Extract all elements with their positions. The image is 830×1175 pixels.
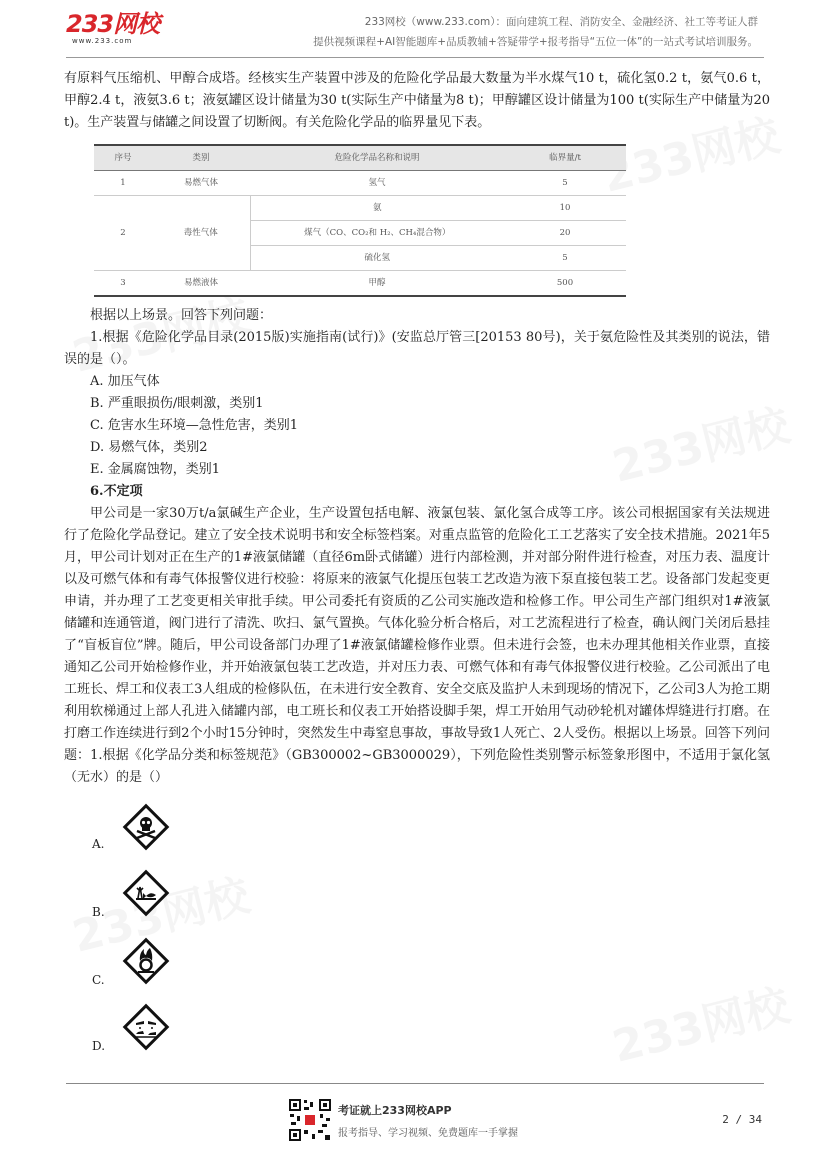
column-header: 临界量/t <box>504 145 626 171</box>
column-header: 危险化学品名称和说明 <box>250 145 504 171</box>
header-divider <box>66 57 764 58</box>
table-cell: 10 <box>504 196 626 221</box>
table-cell: 20 <box>504 221 626 246</box>
option-b: B. 严重眼损伤/眼刺激，类别1 <box>90 396 264 411</box>
table-cell: 500 <box>504 271 626 297</box>
page-number: 2 / 34 <box>722 1113 762 1126</box>
page-header <box>0 0 830 60</box>
critical-quantity-table <box>94 144 626 297</box>
footer-subtitle: 报考指导、学习视频、免费题库一手掌握 <box>338 1128 518 1139</box>
document-body <box>64 68 770 1063</box>
header-slogan <box>313 12 758 52</box>
qr-code-icon <box>288 1098 332 1142</box>
option-c: C. 危害水生环境—急性危害，类别1 <box>90 418 299 433</box>
corrosion-icon <box>122 1003 170 1051</box>
section-heading: 6.不定项 <box>90 484 143 499</box>
table-cell: 易燃气体 <box>152 171 250 196</box>
table-row <box>94 171 626 196</box>
table-row <box>94 271 626 297</box>
footer-divider <box>66 1083 764 1084</box>
table-cell: 1 <box>94 171 152 196</box>
column-header: 类别 <box>152 145 250 171</box>
table-cell: 2 <box>94 196 152 271</box>
table-header-row <box>94 145 626 171</box>
table-cell: 煤气（CO、CO₂和 H₂、CH₄混合物） <box>250 221 504 246</box>
table-cell: 3 <box>94 271 152 297</box>
column-header: 序号 <box>94 145 152 171</box>
table-cell: 氨 <box>250 196 504 221</box>
table-cell: 甲醇 <box>250 271 504 297</box>
table-cell: 氢气 <box>250 171 504 196</box>
table-cell: 5 <box>504 171 626 196</box>
pictogram-options <box>64 803 770 1063</box>
table-cell: 毒性气体 <box>152 196 250 271</box>
logo <box>66 12 159 45</box>
question-intro: 根据以上场景。回答下列问题： <box>90 308 273 323</box>
environment-hazard-icon <box>122 869 170 917</box>
option-d: D. 易燃气体，类别2 <box>90 440 208 455</box>
skull-crossbones-icon <box>122 803 170 851</box>
oxidizer-flame-icon <box>122 937 170 985</box>
intro-paragraph: 有原料气压缩机、甲醇合成塔。经核实生产装置中涉及的危险化学品最大数量为半水煤气10 t，硫化氢0.2 t，氨气0.6 t，甲醇2.4 t，液氨3.6 t；液氨罐区设计储量为30 t(实际生产中储量为8 t)；甲醇罐区设计储量为100 t(实际生产中储量为20 t)。生产装置与储罐之间设置了切断阀。有关危险化学品的临界量见下表。 <box>64 71 770 130</box>
logo-sub: www.233.com <box>72 37 133 45</box>
image-option-label: B. <box>92 905 105 919</box>
table-row <box>94 196 626 221</box>
image-option-label: A. <box>92 837 105 851</box>
header-line-1: 233网校（www.233.com）：面向建筑工程、消防安全、金融经济、社工等考证人群 <box>364 16 758 28</box>
option-e: E. 金属腐蚀物，类别1 <box>90 462 221 477</box>
option-a: A. 加压气体 <box>90 374 160 389</box>
table-cell: 易燃液体 <box>152 271 250 297</box>
table-cell: 硫化氢 <box>250 246 504 271</box>
header-line-2: 提供视频课程+AI智能题库+品质教辅+答疑带学+报考指导“五位一体”的一站式考试培训服务。 <box>313 36 758 48</box>
image-option-label: D. <box>92 1039 106 1053</box>
footer-title: 考证就上233网校APP <box>338 1104 452 1117</box>
table-cell: 5 <box>504 246 626 271</box>
logo-text: 233网校 <box>66 10 160 38</box>
image-option-label: C. <box>92 973 105 987</box>
question-1: 1.根据《危险化学品目录(2015版)实施指南(试行)》(安监总厅管三[20153 80号)，关于氨危险性及其类别的说法，错误的是（）。 <box>64 330 770 367</box>
case-paragraph: 甲公司是一家30万t/a氯碱生产企业，生产设置包括电解、液氯包装、氯化氢合成等工序。该公司根据国家有关法规进行了危险化学品登记。建立了安全技术说明书和安全标签档案。对重点监管的危险化工工艺落实了安全技术措施。2021年5月，甲公司计划对正在生产的1#液氯储罐（直径6m卧式储罐）进行内部检测，并对部分附件进行检查，对压力表、温度计以及可燃气体和有毒气体报警仪进行校验：将原来的液氯气化提压包装工艺改造为液下泵直接包装工艺。设备部门发起变更申请，并办理了工艺变更相关审批手续。甲公司委托有资质的乙公司实施改造和检修工作。甲公司生产部门组织对1#液氯储罐和连通管道，阀门进行了清洗、吹扫、氯气置换。气体化验分析合格后，对工艺流程进行了检查，确认阀门关闭后悬挂了“盲板盲位”牌。随后，甲公司设备部门办理了1#液氯储罐检修作业票。但未进行会签，也未办理其他相关作业票，直接通知乙公司开始检修作业，并开始液氯包装工艺改造，并对压力表、可燃气体和有毒气体报警仪进行校验。乙公司派出了电工班长、焊工和仪表工3人组成的检修队伍，在未进行安全教育、安全交底及监护人未到现场的情况下，乙公司3人为抢工期利用软梯通过上部人孔进入储罐内部，电工班长和仪表工开始搭设脚手架，焊工开始用气动砂轮机对罐体焊缝进行打磨。在打磨工作连续进行到2个小时15分钟时，突然发生中毒窒息事故，事故导致1人死亡、2人受伤。根据以上场景。回答下列问题：1.根据《化学品分类和标签规范》（GB300002~GB3000029），下列危险性类别警示标签象形图中，不适用于氯化氢（无水）的是（） <box>64 506 770 785</box>
